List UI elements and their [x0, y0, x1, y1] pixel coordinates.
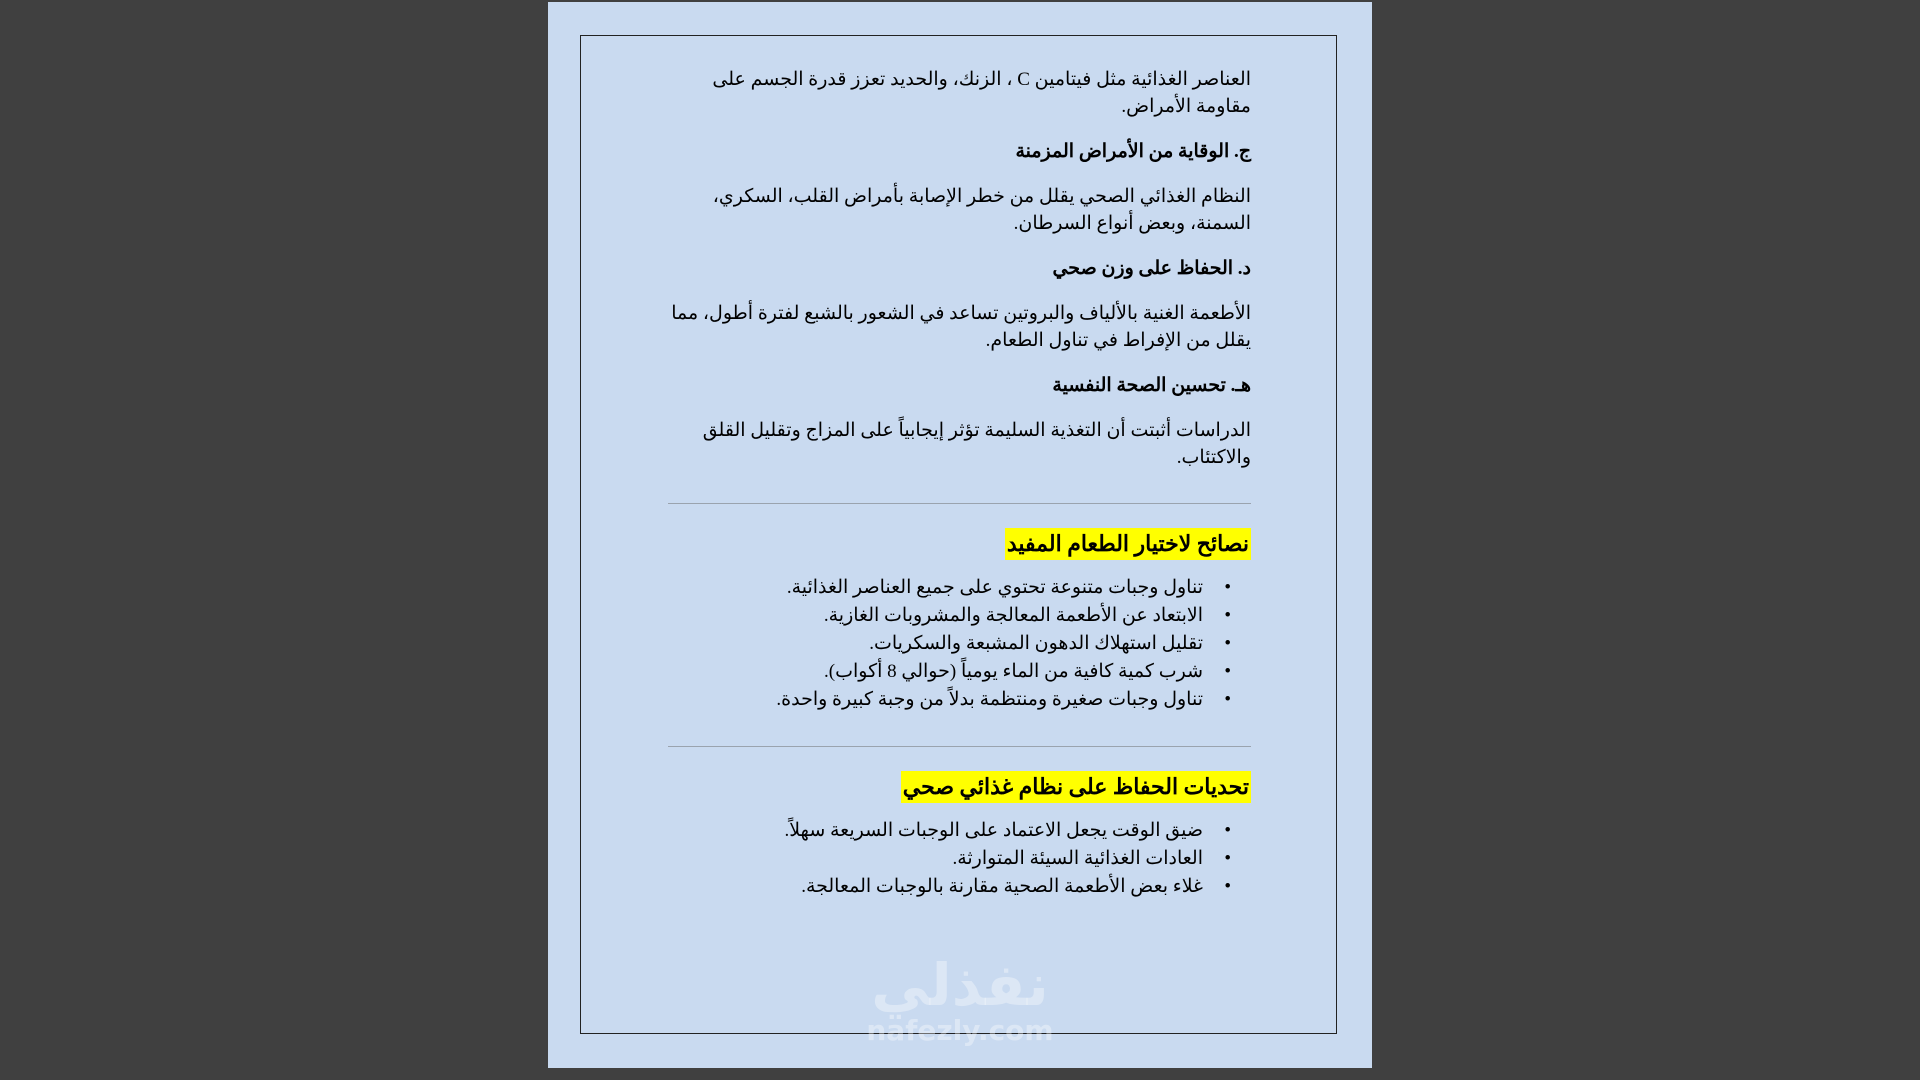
list-item-text: الابتعاد عن الأطعمة المعالجة والمشروبات الغازية. [823, 605, 1203, 626]
list-item [668, 817, 1231, 845]
tips-heading: نصائح لاختيار الطعام المفيد [1005, 528, 1251, 560]
challenges-heading: تحديات الحفاظ على نظام غذائي صحي [901, 771, 1251, 803]
list-item-text: تقليل استهلاك الدهون المشبعة والسكريات. [869, 633, 1203, 654]
document-page [548, 2, 1372, 1068]
list-item [668, 845, 1231, 873]
list-item [668, 574, 1231, 602]
tips-list [668, 574, 1251, 714]
watermark-url: nafezly.com [866, 1014, 1054, 1047]
list-item [668, 686, 1231, 714]
list-item [668, 873, 1231, 901]
list-item-text: غلاء بعض الأطعمة الصحية مقارنة بالوجبات المعالجة. [801, 876, 1203, 897]
list-item-text: العادات الغذائية السيئة المتوارثة. [952, 848, 1203, 869]
bullet-icon: • [1224, 605, 1231, 626]
subsection-heading-prevention: ج. الوقاية من الأمراض المزمنة [1015, 141, 1251, 162]
bullet-icon: • [1224, 820, 1231, 841]
section-divider [668, 746, 1251, 747]
watermark-logo-text: نفذلي [871, 951, 1049, 1019]
bullet-icon: • [1224, 633, 1231, 654]
list-item [668, 630, 1231, 658]
list-item-text: تناول وجبات متنوعة تحتوي على جميع العناصر الغذائية. [786, 577, 1203, 598]
list-item [668, 602, 1231, 630]
subsection-heading-mental-health: هـ. تحسين الصحة النفسية [1052, 375, 1251, 396]
challenges-list [668, 817, 1251, 901]
list-item [668, 658, 1231, 686]
subsection-text-mental-health: الدراسات أثبتت أن التغذية السليمة تؤثر إيجابياً على المزاج وتقليل القلق والاكتئاب. [702, 420, 1251, 468]
bullet-icon: • [1224, 848, 1231, 869]
subsection-text-prevention: النظام الغذائي الصحي يقلل من خطر الإصابة بأمراض القلب، السكري، السمنة، وبعض أنواع السرطان. [712, 186, 1251, 234]
list-item-text: تناول وجبات صغيرة ومنتظمة بدلاً من وجبة كبيرة واحدة. [776, 689, 1203, 710]
subsection-heading-weight: د. الحفاظ على وزن صحي [1052, 258, 1251, 279]
bullet-icon: • [1224, 661, 1231, 682]
list-item-text: شرب كمية كافية من الماء يومياً (حوالي 8 أكواب). [824, 661, 1203, 682]
section-divider [668, 503, 1251, 504]
subsection-text-weight: الأطعمة الغنية بالألياف والبروتين تساعد في الشعور بالشبع لفترة أطول، مما يقلل من الإفراط في تناول الطعام. [671, 303, 1251, 351]
bullet-icon: • [1224, 689, 1231, 710]
list-item-text: ضيق الوقت يجعل الاعتماد على الوجبات السريعة سهلاً. [784, 820, 1203, 841]
bullet-icon: • [1224, 876, 1231, 897]
intro-paragraph: العناصر الغذائية مثل فيتامين C ، الزنك، والحديد تعزز قدرة الجسم على مقاومة الأمراض. [712, 69, 1251, 117]
page-content [668, 66, 1251, 901]
bullet-icon: • [1224, 577, 1231, 598]
